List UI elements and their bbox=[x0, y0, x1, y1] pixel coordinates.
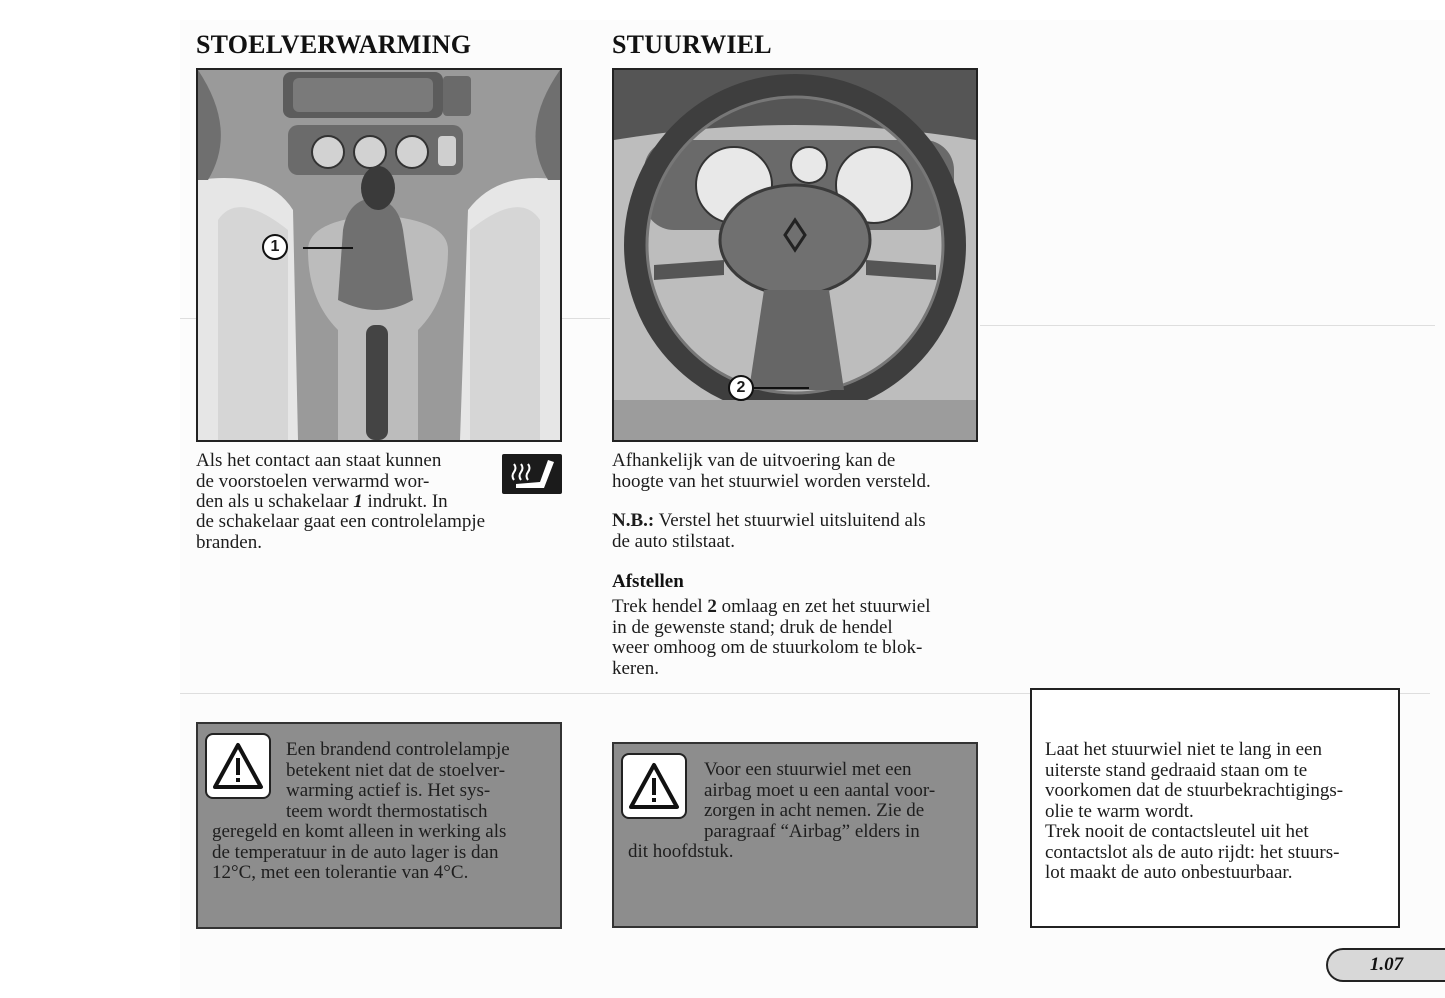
text-line: de auto stilstaat. bbox=[612, 530, 735, 552]
callout-1: 1 bbox=[262, 234, 288, 260]
text-line: Laat het stuurwiel niet te lang in een bbox=[1045, 739, 1322, 760]
text-line: Een brandend controlelampje bbox=[286, 739, 510, 760]
warning-triangle-icon bbox=[621, 753, 687, 819]
switch-number: 1 bbox=[353, 491, 363, 512]
steering-wheel-illustration bbox=[614, 70, 976, 440]
warning-box-seat-heating bbox=[196, 722, 562, 929]
warning-triangle-icon bbox=[205, 733, 271, 799]
text-line: keren. bbox=[612, 657, 659, 679]
text-line: geregeld en komt alleen in werking als bbox=[212, 821, 507, 842]
text-line: Voor een stuurwiel met een bbox=[704, 759, 912, 780]
text-line: paragraaf “Airbag” elders in bbox=[704, 820, 920, 842]
text-line: zorgen in acht nemen. Zie de bbox=[704, 800, 925, 821]
text-line: olie te warm wordt. bbox=[1045, 800, 1194, 822]
text-span: Verstel het stuurwiel uitsluitend als bbox=[654, 510, 926, 531]
text-span: den als u schakelaar bbox=[196, 491, 354, 512]
text-line bbox=[612, 597, 978, 618]
photo-center-console bbox=[196, 68, 562, 442]
subheading-adjust: Afstellen bbox=[612, 571, 684, 592]
text-line bbox=[612, 511, 978, 532]
heading-seat-heating: STOELVERWARMING bbox=[196, 30, 472, 59]
lever-number: 2 bbox=[707, 596, 717, 617]
text-line: contactslot als de auto rijdt: het stuurs- bbox=[1045, 841, 1340, 863]
text-span: omlaag en zet het stuurwiel bbox=[716, 596, 931, 617]
text-line: branden. bbox=[196, 531, 262, 553]
text-line: de schakelaar gaat een controlelampje bbox=[196, 511, 486, 532]
text-line: in de gewenste stand; druk de hendel bbox=[612, 616, 893, 638]
warning-text-upper bbox=[704, 760, 964, 842]
text-line: hoogte van het stuurwiel worden versteld. bbox=[612, 470, 931, 492]
text-line: Afhankelijk van de uitvoering kan de bbox=[612, 450, 896, 471]
text-line: lot maakt de auto onbestuurbaar. bbox=[1045, 862, 1293, 883]
warning-box-airbag bbox=[612, 742, 978, 928]
note-text bbox=[1045, 740, 1385, 884]
scan-line bbox=[980, 325, 1435, 326]
text-line: dit hoofdstuk. bbox=[628, 841, 734, 862]
nb-label: N.B.: bbox=[612, 510, 655, 531]
text-line: de temperatuur in de auto lager is dan bbox=[212, 841, 499, 863]
text-span: Trek hendel bbox=[612, 596, 708, 617]
text-line: betekent niet dat de stoelver- bbox=[286, 759, 506, 781]
page-number-tab bbox=[1326, 948, 1445, 982]
text-line: airbag moet u een aantal voor- bbox=[704, 779, 936, 801]
seat-heating-text-top bbox=[196, 451, 486, 513]
steering-nb-text bbox=[612, 511, 978, 552]
text-line: 12°C, met een tolerantie van 4°C. bbox=[212, 862, 469, 883]
center-console-illustration bbox=[198, 70, 560, 440]
seat-heating-text-bottom bbox=[196, 512, 562, 553]
text-line: weer omhoog om de stuurkolom te blok- bbox=[612, 637, 923, 658]
seat-heating-icon bbox=[502, 454, 562, 494]
text-line: Als het contact aan staat kunnen bbox=[196, 450, 442, 471]
heading-steering-wheel: STUURWIEL bbox=[612, 30, 772, 59]
text-line: de voorstoelen verwarmd wor- bbox=[196, 470, 430, 492]
callout-2: 2 bbox=[728, 375, 754, 401]
steering-intro-text bbox=[612, 451, 978, 492]
text-line: voorkomen dat de stuurbekrachtigings- bbox=[1045, 780, 1344, 801]
warning-text-lower bbox=[212, 822, 548, 884]
page-number: 1.07 bbox=[1369, 954, 1404, 975]
text-line: warming actief is. Het sys- bbox=[286, 780, 491, 801]
photo-steering-wheel bbox=[612, 68, 978, 442]
steering-adjust-text bbox=[612, 597, 978, 679]
warning-text-lower bbox=[628, 842, 964, 863]
text-line: teem wordt thermostatisch bbox=[286, 800, 488, 822]
text-line: Trek nooit de contactsleutel uit het bbox=[1045, 821, 1309, 842]
note-box-steering bbox=[1030, 688, 1400, 928]
text-line: uiterste stand gedraaid staan om te bbox=[1045, 759, 1308, 781]
warning-text-upper bbox=[286, 740, 548, 822]
text-line bbox=[196, 492, 486, 513]
text-span: indrukt. In bbox=[362, 491, 448, 512]
